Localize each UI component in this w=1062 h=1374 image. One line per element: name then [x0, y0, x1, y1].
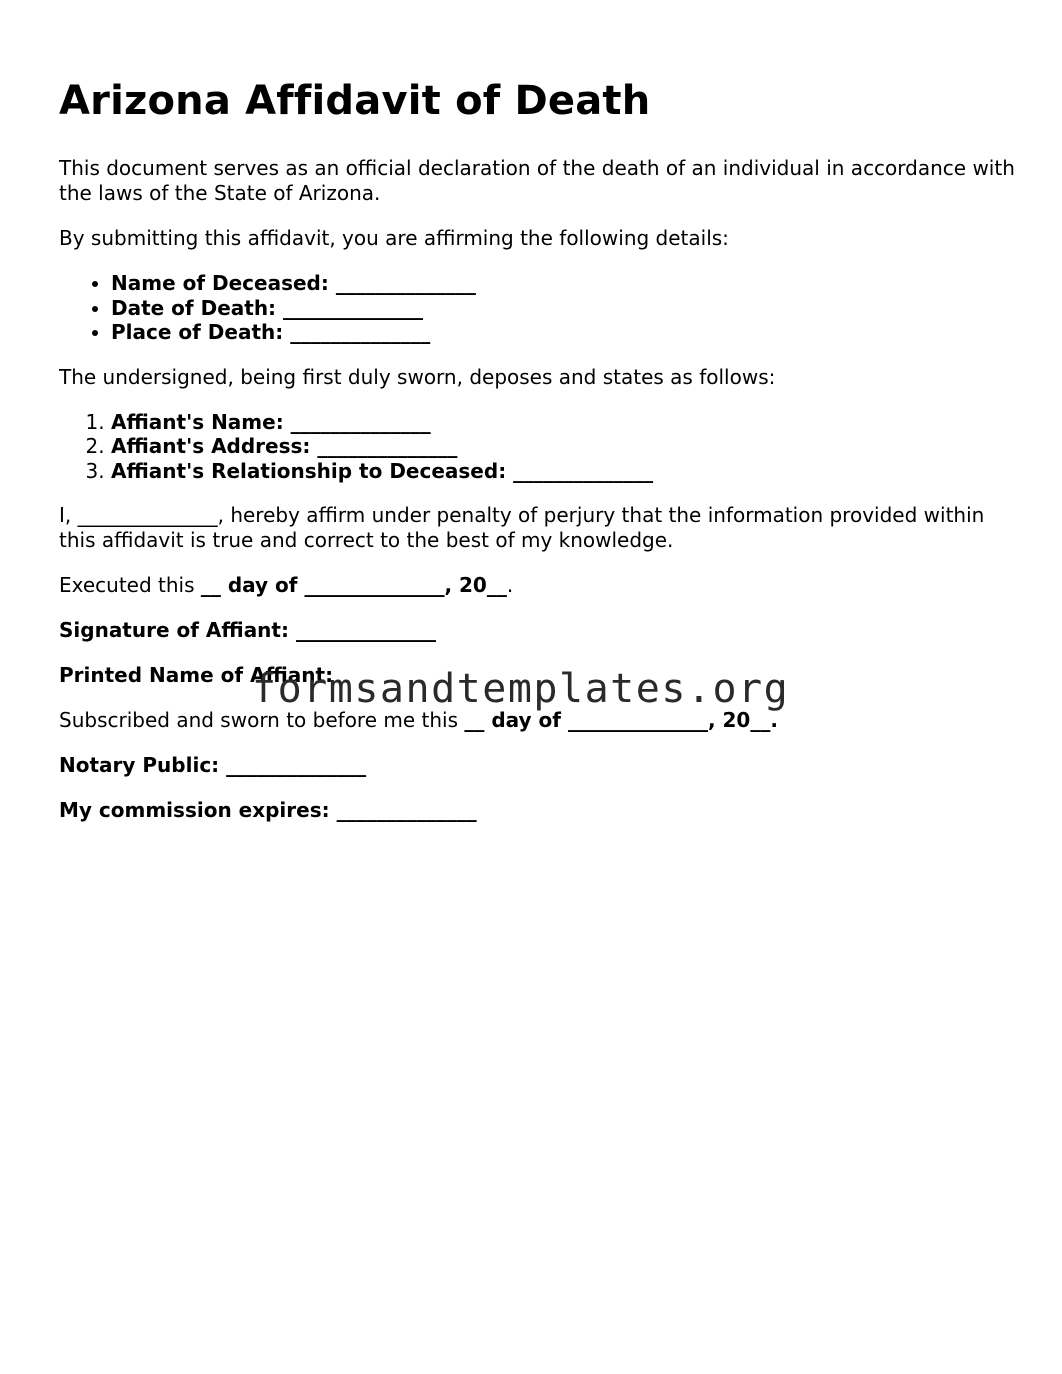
- list-item-place-of-death: • Place of Death: ______________: [111, 320, 1019, 345]
- affirm-lead-paragraph: By submitting this affidavit, you are affirming the following details:: [59, 226, 729, 250]
- sworn-lead-paragraph: The undersigned, being first duly sworn, deposes and states as follows:: [59, 364, 776, 389]
- signature-line: [59, 618, 1019, 643]
- commission-line: [59, 798, 1019, 823]
- printed-name-line: [59, 663, 1019, 688]
- list-item-date-of-death: • Date of Death: ______________: [111, 296, 1019, 321]
- printed-name-label: Printed Name of Affiant:: [59, 663, 334, 687]
- subscribed-line: [59, 708, 1019, 733]
- commission-label: My commission expires: ______________: [59, 798, 477, 822]
- executed-date-blanks: __ day of ______________, 20__: [200, 573, 507, 597]
- subscribed-date-blanks: __ day of ______________, 20__.: [464, 708, 778, 732]
- subscribed-prefix: Subscribed and sworn to before me this: [59, 708, 465, 732]
- signature-label: Signature of Affiant: ______________: [59, 618, 436, 642]
- list-item-name-of-deceased: • Name of Deceased: ______________: [111, 271, 1019, 296]
- executed-line: [59, 573, 1019, 598]
- affirmation-paragraph: I, ______________, hereby affirm under penalty of perjury that the information provided within this affidavit is true and correct to the best of my knowledge.: [59, 503, 985, 552]
- page-title: Arizona Affidavit of Death: [59, 78, 651, 124]
- executed-suffix: .: [506, 573, 514, 597]
- affiant-details-list: [59, 410, 1019, 484]
- list-item-affiant-relationship: 3. Affiant's Relationship to Deceased: ______________: [111, 459, 1019, 484]
- notary-label: Notary Public: ______________: [59, 753, 367, 777]
- executed-prefix: Executed this: [59, 573, 201, 597]
- list-item-affiant-name: 1. Affiant's Name: ______________: [111, 410, 1019, 435]
- intro-paragraph: This document serves as an official declaration of the death of an individual in accordance with the laws of the State of Arizona.: [59, 156, 1015, 205]
- notary-line: [59, 753, 1019, 778]
- list-item-affiant-address: 2. Affiant's Address: ______________: [111, 434, 1019, 459]
- affidavit-document: [59, 76, 1019, 843]
- deceased-details-list: [59, 271, 1019, 345]
- watermark-text: formsandtemplates.org: [252, 666, 790, 712]
